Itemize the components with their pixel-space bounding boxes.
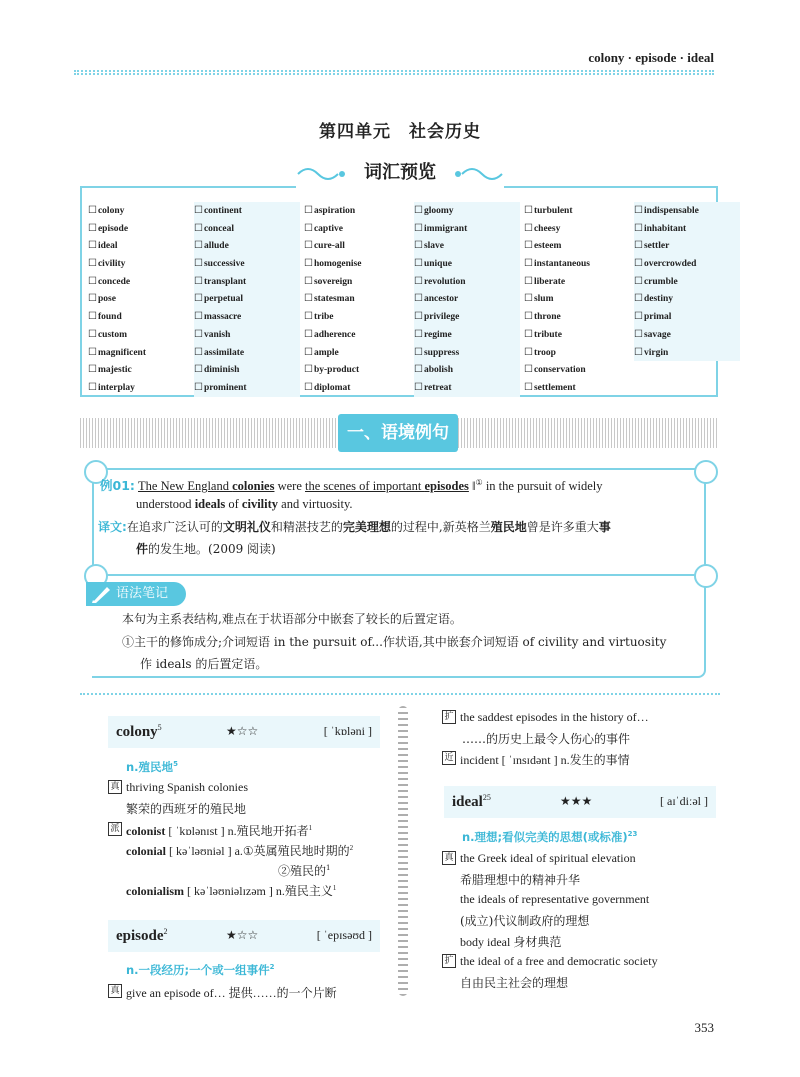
vocab-item: ☐ successive xyxy=(194,255,300,273)
example-text: the scenes of important xyxy=(305,479,425,493)
vocab-item: ☐ aspiration xyxy=(304,202,410,220)
tag-extended: 扩 xyxy=(442,954,456,968)
translation-keyword: 事 xyxy=(598,520,611,534)
vocab-column-1 xyxy=(88,202,194,397)
entry-word: colony$^5$ xyxy=(116,723,162,740)
vocab-item: ☐ assimilate xyxy=(194,344,300,362)
part-of-speech: n.殖民地$^5$ xyxy=(126,760,178,774)
example-keyword: episodes xyxy=(424,479,469,493)
vocab-item: ☐ sovereign xyxy=(304,273,410,291)
vocab-item: ☐ retreat xyxy=(414,379,520,397)
page-number: 353 xyxy=(694,1020,714,1035)
derived-word: colonial [ kəˈləʊniəl ] a.①英属殖民地时期的$^2$ xyxy=(126,844,354,858)
example-translation: (成立)代议制政府的理想 xyxy=(460,914,590,928)
vocab-item: ☐ liberate xyxy=(524,273,630,291)
vocab-item: ☐ tribe xyxy=(304,308,410,326)
vocab-item: ☐ slave xyxy=(414,237,520,255)
example-label: 例01: xyxy=(100,478,135,493)
translation-keyword: 文明礼仪 xyxy=(222,520,271,534)
vocab-column-6 xyxy=(634,202,740,361)
rating-stars: ★★★ xyxy=(560,794,593,808)
vocab-item: ☐ cure-all xyxy=(304,237,410,255)
example-phrase: thriving Spanish colonies xyxy=(126,780,248,794)
tag-synonym: 近 xyxy=(442,751,456,765)
entry-header-episode xyxy=(108,920,380,952)
vocab-item: ☐ slum xyxy=(524,290,630,308)
vocab-item: ☐ majestic xyxy=(88,361,194,379)
vocab-item: ☐ perpetual xyxy=(194,290,300,308)
grammar-line-1: 本句为主系表结构,难点在于状语部分中嵌套了较长的后置定语。 xyxy=(122,612,462,626)
tag-extended: 扩 xyxy=(442,710,456,724)
vocab-item: ☐ privilege xyxy=(414,308,520,326)
vocab-item: ☐ crumble xyxy=(634,273,740,291)
ornament-right-icon xyxy=(454,164,504,184)
vocab-column-3 xyxy=(304,202,410,397)
vocab-item: ☐ vanish xyxy=(194,326,300,344)
example-translation: 希腊理想中的精神升华 xyxy=(460,873,581,887)
example-keyword: ideals xyxy=(194,497,226,511)
vocab-preview-box xyxy=(80,186,718,397)
vocab-item: ☐ conservation xyxy=(524,361,630,379)
example-phrase: the Greek ideal of spiritual elevation xyxy=(460,851,636,865)
vocab-item: ☐ allude xyxy=(194,237,300,255)
corner-ornament-icon xyxy=(694,564,718,588)
vocab-item: ☐ adherence xyxy=(304,326,410,344)
grammar-line-3: 作 ideals 的后置定语。 xyxy=(140,657,268,671)
vocab-item: ☐ colony xyxy=(88,202,194,220)
vocab-item: ☐ instantaneous xyxy=(524,255,630,273)
derived-word: colonist [ ˈkɒlənɪst ] n.殖民地开拓者$^1$ xyxy=(126,824,313,838)
entry-word: ideal$^{25}$ xyxy=(452,793,491,810)
translation-line-1 xyxy=(98,518,708,535)
example-text: understood xyxy=(136,497,195,511)
example-marker: ‖ xyxy=(468,479,476,493)
part-of-speech: n.一段经历;一个或一组事件$^2$ xyxy=(126,963,275,977)
section-banner xyxy=(80,418,718,448)
entry-pronunciation: [ ˈkɒləni ] xyxy=(323,724,372,738)
vocab-item: ☐ ideal xyxy=(88,237,194,255)
vocab-item: ☐ ample xyxy=(304,344,410,362)
example-keyword: colonies xyxy=(232,479,275,493)
translation-text: 的发生地。(2009 阅读) xyxy=(148,542,276,556)
column-divider xyxy=(398,706,408,996)
grammar-line-2: ①主干的修饰成分;介词短语 in the pursuit of...作状语,其中嵌套介词短语 of civility and virtuosity xyxy=(122,635,667,649)
part-of-speech: n.理想;看似完美的思想(或标准)$^{23}$ xyxy=(462,830,638,844)
vocab-item: ☐ found xyxy=(88,308,194,326)
entry-word: episode$^2$ xyxy=(116,927,168,944)
example-phrase: the ideal of a free and democratic society xyxy=(460,954,658,968)
vocab-item: ☐ turbulent xyxy=(524,202,630,220)
synonym: incident [ ˈɪnsɪdənt ] n.发生的事情 xyxy=(460,753,630,767)
vocab-item: ☐ esteem xyxy=(524,237,630,255)
vocab-title-text: 词汇预览 xyxy=(364,162,436,183)
vocab-item: ☐ savage xyxy=(634,326,740,344)
vocab-item: ☐ prominent xyxy=(194,379,300,397)
example-text: in the pursuit of widely xyxy=(482,479,603,493)
vocab-item: ☐ regime xyxy=(414,326,520,344)
example-translation: 自由民主社会的理想 xyxy=(460,976,569,990)
vocab-item: ☐ conceal xyxy=(194,220,300,238)
vocab-item: ☐ troop xyxy=(524,344,630,362)
vocab-item: ☐ overcrowded xyxy=(634,255,740,273)
derived-word: colonialism [ kəˈləʊniəlɪzəm ] n.殖民主义$^1$ xyxy=(126,884,337,898)
header-rule xyxy=(74,70,714,75)
grammar-note-title: 语法笔记 xyxy=(116,586,169,601)
example-text: were xyxy=(274,479,306,493)
vocab-item: ☐ interplay xyxy=(88,379,194,397)
example-phrase: body ideal 身材典范 xyxy=(460,935,562,949)
example-keyword: civility xyxy=(241,497,279,511)
example-sentence-line-1 xyxy=(100,476,700,494)
vocab-item: ☐ tribute xyxy=(524,326,630,344)
tag-real: 真 xyxy=(108,984,122,998)
translation-text: 的过程中,新英格兰 xyxy=(390,520,491,534)
example-sentence-line-2 xyxy=(136,497,353,512)
vocab-item: ☐ by-product xyxy=(304,361,410,379)
running-head: colony · episode · ideal xyxy=(588,50,714,65)
tag-derived: 派 xyxy=(108,822,122,836)
translation-label: 译文: xyxy=(98,520,127,534)
translation-text: 曾是许多重大 xyxy=(526,520,599,534)
vocab-item: ☐ cheesy xyxy=(524,220,630,238)
vocab-item: ☐ abolish xyxy=(414,361,520,379)
vocab-item: ☐ primal xyxy=(634,308,740,326)
derived-sense: ②殖民的$^1$ xyxy=(278,864,331,878)
vocab-item: ☐ homogenise xyxy=(304,255,410,273)
unit-title: 第四单元 社会历史 xyxy=(319,122,481,142)
vocab-item: ☐ pose xyxy=(88,290,194,308)
vocab-column-4 xyxy=(414,202,520,397)
vocab-item: ☐ episode xyxy=(88,220,194,238)
vocab-title xyxy=(296,158,504,192)
translation-keyword: 完美理想 xyxy=(342,520,391,534)
tag-real: 真 xyxy=(442,851,456,865)
vocab-item: ☐ transplant xyxy=(194,273,300,291)
vocab-item: ☐ immigrant xyxy=(414,220,520,238)
vocab-item: ☐ magnificent xyxy=(88,344,194,362)
vocab-item: ☐ throne xyxy=(524,308,630,326)
translation-text: 和精湛技艺的 xyxy=(270,520,343,534)
rating-stars: ★☆☆ xyxy=(226,928,259,942)
section-divider xyxy=(80,693,720,695)
vocab-item: ☐ indispensable xyxy=(634,202,740,220)
vocab-item: ☐ massacre xyxy=(194,308,300,326)
vocab-item: ☐ destiny xyxy=(634,290,740,308)
vocab-item: ☐ unique xyxy=(414,255,520,273)
vocab-item: ☐ suppress xyxy=(414,344,520,362)
example-translation: ……的历史上最令人伤心的事件 xyxy=(462,732,631,746)
vocab-column-2 xyxy=(194,202,300,397)
example-text: The New England xyxy=(138,479,233,493)
example-text: and virtuosity. xyxy=(278,497,353,511)
example-translation: 繁荣的西班牙的殖民地 xyxy=(126,802,247,816)
pen-icon xyxy=(90,584,112,604)
example-text: of xyxy=(225,497,242,511)
entry-header-colony xyxy=(108,716,380,748)
entry-header-ideal xyxy=(444,786,716,818)
vocab-item: ☐ gloomy xyxy=(414,202,520,220)
vocab-item: ☐ statesman xyxy=(304,290,410,308)
ornament-left-icon xyxy=(296,164,346,184)
example-note-marker: ① xyxy=(475,477,483,487)
vocab-item: ☐ inhabitant xyxy=(634,220,740,238)
vocab-item: ☐ virgin xyxy=(634,344,740,362)
vocab-item: ☐ ancestor xyxy=(414,290,520,308)
translation-keyword: 殖民地 xyxy=(490,520,527,534)
vocab-item: ☐ revolution xyxy=(414,273,520,291)
tag-real: 真 xyxy=(108,780,122,794)
translation-text: 在追求广泛认可的 xyxy=(126,520,223,534)
section-label: 一、语境例句 xyxy=(338,414,458,452)
vocab-item: ☐ settlement xyxy=(524,379,630,397)
translation-line-2 xyxy=(136,540,276,557)
vocab-item: ☐ settler xyxy=(634,237,740,255)
rating-stars: ★☆☆ xyxy=(226,724,259,738)
vocab-item: ☐ captive xyxy=(304,220,410,238)
example-phrase: the saddest episodes in the history of… xyxy=(460,710,649,724)
vocab-item: ☐ concede xyxy=(88,273,194,291)
entry-pronunciation: [ aɪˈdiːəl ] xyxy=(660,794,708,808)
vocab-item: ☐ diplomat xyxy=(304,379,410,397)
vocab-item: ☐ civility xyxy=(88,255,194,273)
example-phrase: give an episode of… 提供……的一个片断 xyxy=(126,986,337,1000)
grammar-note-label xyxy=(86,582,186,606)
example-phrase: the ideals of representative government xyxy=(460,892,650,906)
vocab-item: ☐ continent xyxy=(194,202,300,220)
vocab-column-5 xyxy=(524,202,630,397)
translation-keyword: 件 xyxy=(136,542,149,556)
vocab-item: ☐ custom xyxy=(88,326,194,344)
vocab-item: ☐ diminish xyxy=(194,361,300,379)
entry-pronunciation: [ ˈepɪsəʊd ] xyxy=(316,928,372,942)
